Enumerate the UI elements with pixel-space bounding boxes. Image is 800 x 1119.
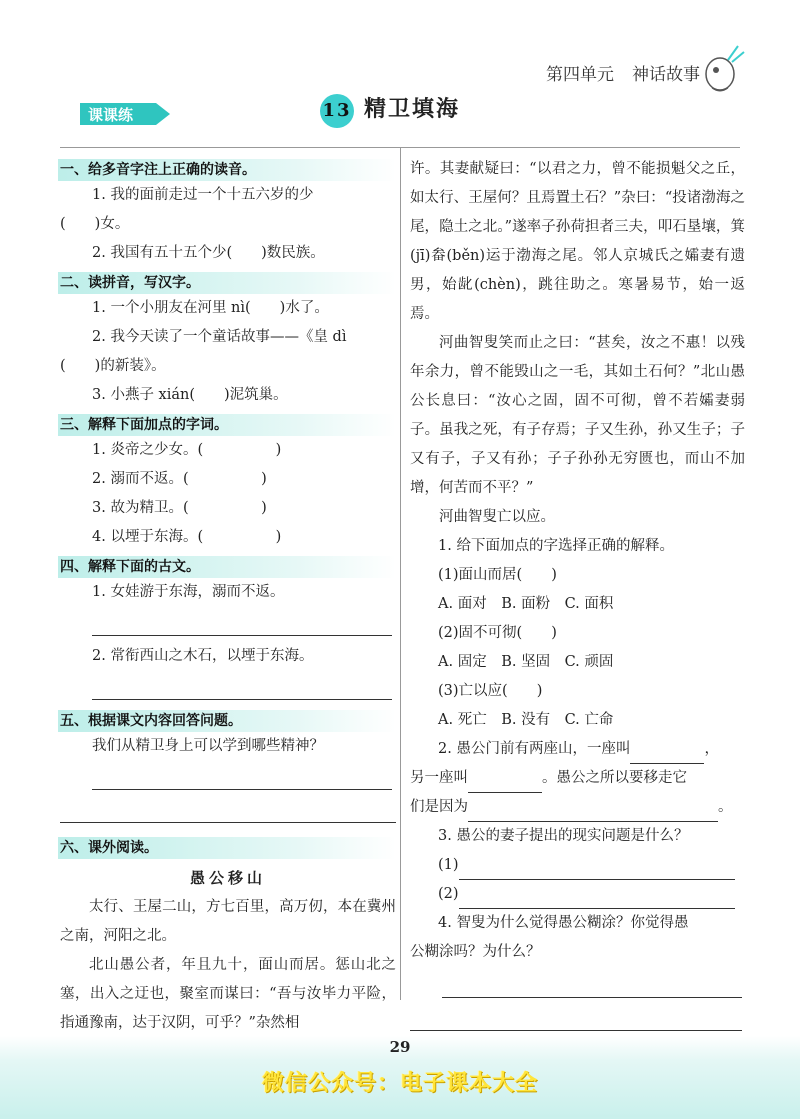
blank-mountain-2[interactable] — [468, 774, 542, 793]
section-4-title: 四、解释下面的古文。 — [58, 556, 396, 578]
s2-q2a: 2. 我今天读了一个童话故事——《皇 dì — [92, 329, 347, 345]
r-q3-2-line — [410, 880, 745, 909]
s3-q2: 2. 溺而不返。( ) — [92, 471, 267, 487]
s2-q1: 1. 一个小朋友在河里 nì( )水了。 — [92, 300, 329, 316]
unit-label: 第四单元 — [546, 65, 614, 85]
s5-q1: 我们从精卫身上可以学到哪些精神？ — [92, 738, 324, 754]
r-q3-2: (2) — [438, 886, 459, 902]
section-3-title: 三、解释下面加点的字词。 — [58, 414, 396, 436]
r-q1-1: (1)面山而居( ) — [438, 567, 557, 583]
s4-q1: 1. 女娃游于东海，溺而不返。 — [92, 584, 285, 600]
lesson-title: 精卫填海 — [364, 96, 461, 122]
lesson-number: 13 — [320, 94, 354, 128]
r-q2b: 另一座叫 — [410, 770, 468, 786]
unit-header — [528, 60, 700, 85]
r-q1-3: (3)亡以应( ) — [438, 683, 543, 699]
r-q2c: 。愚公之所以要移走它 — [542, 770, 687, 786]
blank-reason[interactable] — [468, 803, 718, 822]
story-paragraph-1: 太行、王屋二山，方七百里，高万仞，本在冀州之南，河阳之北。 — [60, 899, 396, 944]
answer-line[interactable] — [442, 967, 742, 998]
answer-line[interactable] — [92, 671, 392, 700]
tag-text: 课课练 — [88, 106, 134, 124]
r-q2d: 们是因为 — [410, 799, 468, 815]
r-q4a: 4. 智叟为什么觉得愚公糊涂？你觉得愚 — [438, 915, 689, 931]
mascot-icon — [698, 42, 746, 94]
section-1-title: 一、给多音字注上正确的读音。 — [58, 159, 396, 181]
r-q1-1-options: A. 面对 B. 面粉 C. 面积 — [438, 596, 614, 612]
answer-line[interactable] — [92, 761, 392, 790]
r-q4b: 公糊涂吗？为什么？ — [410, 944, 541, 960]
story-paragraph-2: 北山愚公者，年且九十，面山而居。惩山北之塞，出入之迂也，聚室而谋曰：“吾与汝毕力平险，指通豫南，达于汉阴，可乎？”杂然相 — [60, 957, 396, 1031]
section-2-title: 二、读拼音，写汉字。 — [58, 272, 396, 294]
s3-q4: 4. 以堙于东海。( ) — [92, 529, 282, 545]
r-q2-line1: 2. 愚公门前有两座山，一座叫 ， — [410, 735, 745, 764]
r-q1-2: (2)固不可彻( ) — [438, 625, 557, 641]
r-q1-2-options: A. 固定 B. 坚固 C. 顽固 — [438, 654, 614, 670]
s3-q1: 1. 炎帝之少女。( ) — [92, 442, 282, 458]
page-title — [320, 92, 460, 128]
s1-q2: 2. 我国有五十五个少( )数民族。 — [92, 245, 325, 261]
column-divider — [400, 147, 401, 1000]
watermark: 微信公众号：电子课本大全 — [261, 1071, 538, 1096]
page-number: 29 — [389, 1038, 411, 1056]
right-column — [410, 155, 745, 1031]
s1-q1b: ( )女。 — [60, 216, 130, 232]
answer-line[interactable] — [60, 790, 396, 823]
story-paragraph-4: 河曲智叟亡以应。 — [439, 509, 555, 525]
r-q2-line2 — [410, 764, 745, 793]
s1-q1a: 1. 我的面前走过一个十五六岁的少 — [92, 187, 314, 203]
blank-mountain-1[interactable] — [630, 745, 704, 764]
answer-line[interactable] — [410, 998, 742, 1031]
story-paragraph-3: 河曲智叟笑而止之曰：“甚矣，汝之不惠！以残年余力，曾不能毁山之一毛，其如土石何？”北山愚公长息曰：“汝心之固，固不可彻，曾不若孀妻弱子。虽我之死，有子存焉；子又生孙，孙又生子；子又有子，子又有孙；子子孙孙无穷匮也，而山不加增，何苦而不平？” — [410, 335, 745, 496]
r-q2a: 2. 愚公门前有两座山，一座叫 — [438, 741, 631, 757]
left-column — [60, 155, 396, 1038]
r-q1: 1. 给下面加点的字选择正确的解释。 — [438, 538, 674, 554]
blank-problem-2[interactable] — [459, 890, 735, 909]
story-paragraph-2-cont: 许。其妻献疑曰：“以君之力，曾不能损魁父之丘，如太行、王屋何？且焉置土石？”杂曰：“投诸渤海之尾，隐土之北。”遂率子孙荷担者三夫，叩石垦壤，箕(jī)畚(běn)运于渤海之尾。邻人京城氏之孀妻有遗男，始龀(chèn)，跳往助之。寒暑易节，始一返焉。 — [410, 161, 745, 322]
r-q3-1: (1) — [438, 857, 459, 873]
s4-q2: 2. 常衔西山之木石，以堙于东海。 — [92, 648, 314, 664]
r-q3-1-line — [410, 851, 745, 880]
story-title: 愚公移山 — [189, 869, 266, 887]
unit-theme: 神话故事 — [632, 65, 700, 85]
r-q2-line3: 们是因为 。 — [410, 793, 745, 822]
s2-q3: 3. 小燕子 xián( )泥筑巢。 — [92, 387, 288, 403]
s3-q3: 3. 故为精卫。( ) — [92, 500, 267, 516]
section-6-title: 六、课外阅读。 — [58, 837, 396, 859]
section-5-title: 五、根据课文内容回答问题。 — [58, 710, 396, 732]
r-q3: 3. 愚公的妻子提出的现实问题是什么？ — [438, 828, 689, 844]
lesson-tag — [80, 103, 170, 125]
answer-line[interactable] — [92, 607, 392, 636]
r-q1-3-options: A. 死亡 B. 没有 C. 亡命 — [438, 712, 614, 728]
s2-q2b: ( )的新装》。 — [60, 358, 166, 374]
blank-problem-1[interactable] — [459, 861, 735, 880]
